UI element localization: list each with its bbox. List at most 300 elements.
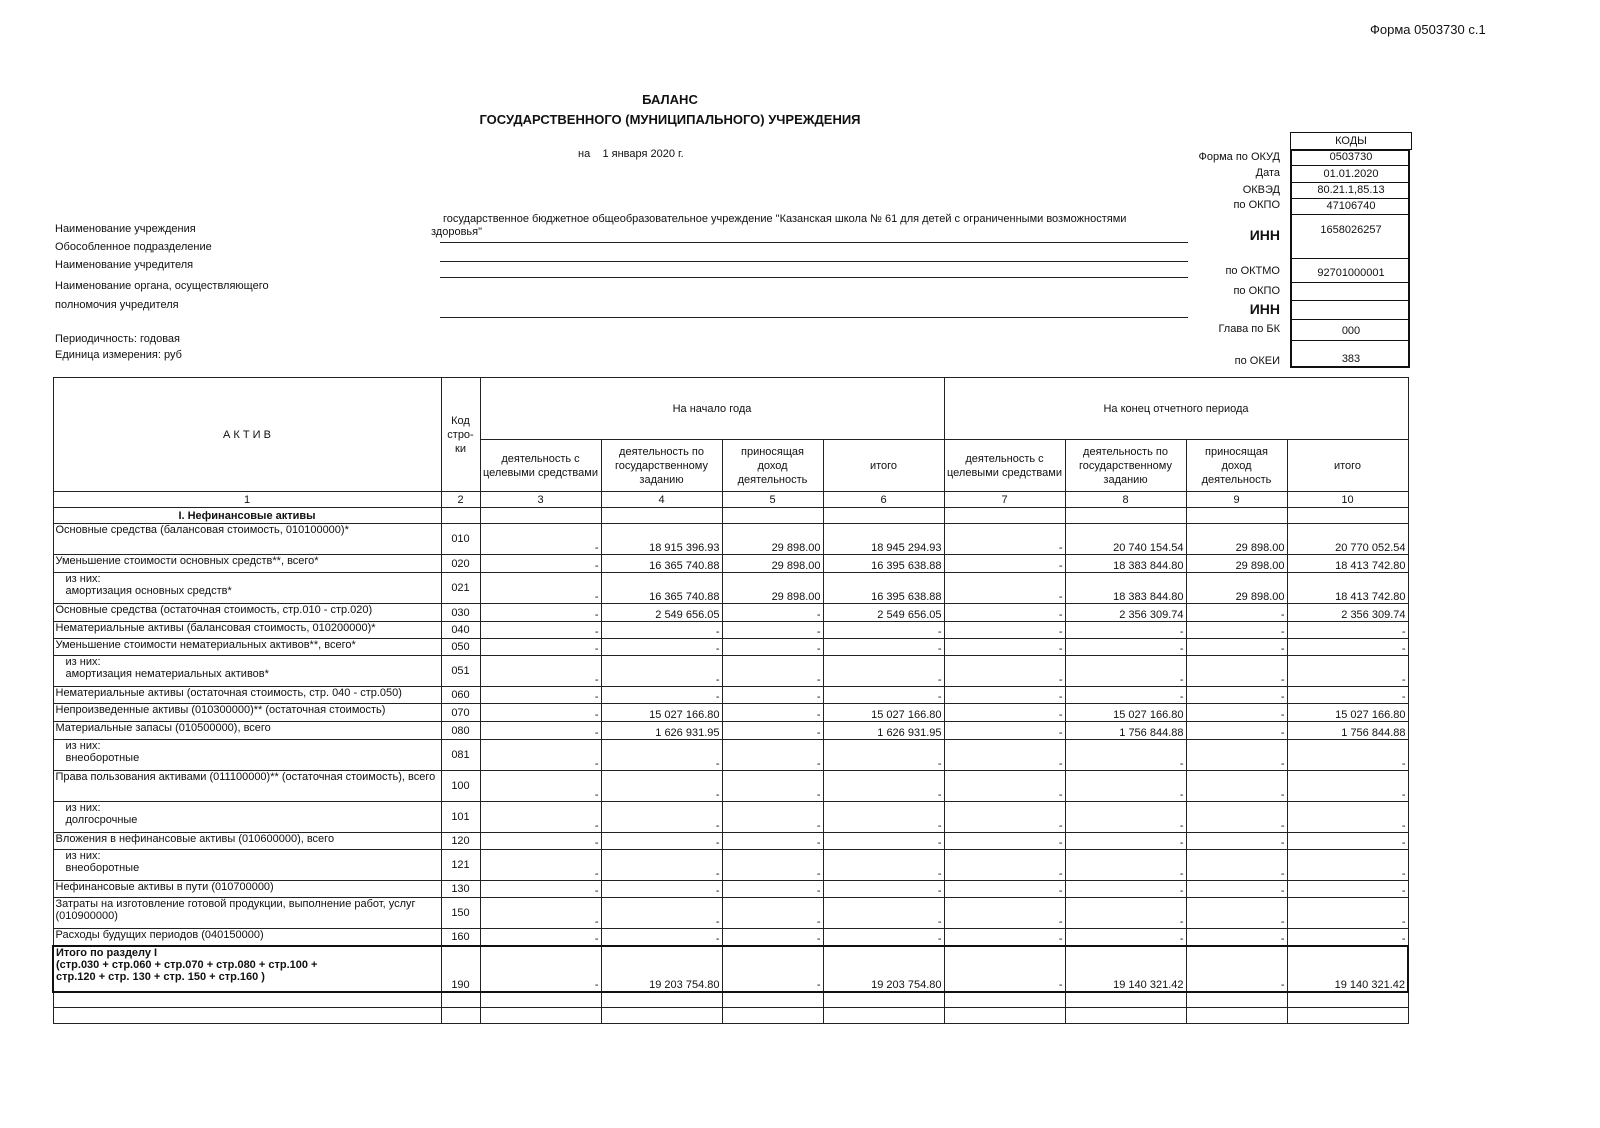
- label-authority-1: Наименование органа, осуществляющего: [55, 280, 269, 292]
- underline-founder: [440, 277, 1188, 278]
- header-row-1: [53, 378, 1408, 440]
- row-name-text: из них:: [65, 573, 101, 585]
- bk-label: Глава по БК: [1218, 323, 1280, 335]
- row-code: 121: [441, 850, 480, 881]
- row-value: -: [944, 604, 1065, 622]
- row-value: -: [1065, 740, 1186, 771]
- table-row: [53, 771, 1408, 802]
- row-value: -: [480, 687, 601, 704]
- okei-value: 383: [1341, 353, 1361, 365]
- report-date: [578, 148, 684, 160]
- table-row: [53, 722, 1408, 740]
- row-value: -: [722, 929, 823, 946]
- row-code: 070: [441, 704, 480, 722]
- row-value: -: [480, 604, 601, 622]
- empty-row: [53, 992, 1408, 1008]
- inn2-value: [1292, 301, 1410, 320]
- row-value: 16 395 638.88: [823, 573, 944, 604]
- empty-row: [53, 1008, 1408, 1024]
- institution-name-line-2: здоровья": [431, 226, 483, 238]
- row-name-text: Нематериальные активы (балансовая стоимость, 010200000)*: [55, 622, 376, 634]
- row-value: -: [480, 704, 601, 722]
- row-value: -: [1186, 833, 1287, 850]
- row-value: -: [944, 639, 1065, 656]
- row-value: -: [1186, 771, 1287, 802]
- row-value: -: [601, 898, 722, 929]
- row-value: -: [944, 722, 1065, 740]
- col-number: 1: [53, 492, 441, 508]
- row-name: [53, 850, 441, 881]
- row-code: 051: [441, 656, 480, 687]
- row-value: -: [1186, 604, 1287, 622]
- row-value: -: [601, 881, 722, 898]
- sub-state-start: деятельность по государственному заданию: [601, 440, 722, 492]
- oktmo-value: 92701000001: [1292, 259, 1410, 283]
- total-formula-1: (стр.030 + стр.060 + стр.070 + стр.080 + стр.100 +: [56, 958, 318, 971]
- row-value: -: [823, 656, 944, 687]
- row-value: -: [601, 833, 722, 850]
- row-name-text: Основные средства (остаточная стоимость, стр.010 - стр.020): [55, 604, 373, 616]
- table-row: [53, 639, 1408, 656]
- col-number: 6: [823, 492, 944, 508]
- row-value: -: [480, 802, 601, 833]
- row-subname-text: внеоборотные: [65, 862, 140, 874]
- row-value: -: [722, 833, 823, 850]
- col-number: 8: [1065, 492, 1186, 508]
- row-value: -: [601, 740, 722, 771]
- row-value: -: [944, 929, 1065, 946]
- row-value: -: [1186, 639, 1287, 656]
- row-value: -: [1186, 850, 1287, 881]
- row-value: -: [1065, 639, 1186, 656]
- row-value: -: [1186, 656, 1287, 687]
- col-code-header: Код стро- ки: [441, 378, 480, 492]
- inn2-label: ИНН: [1249, 301, 1280, 317]
- row-value: -: [944, 573, 1065, 604]
- row-value: -: [1287, 802, 1408, 833]
- row-name: [53, 740, 441, 771]
- row-name: [53, 604, 441, 622]
- row-name-text: Нефинансовые активы в пути (010700000): [55, 881, 274, 893]
- row-value: -: [1186, 802, 1287, 833]
- col-number: 5: [722, 492, 823, 508]
- row-value: -: [722, 881, 823, 898]
- row-name: [53, 929, 441, 946]
- row-name-text: Нематериальные активы (остаточная стоимость, стр. 040 - стр.050): [55, 687, 402, 699]
- row-name-text: Расходы будущих периодов (040150000): [55, 929, 264, 941]
- row-name-text: Вложения в нефинансовые активы (010600000), всего: [55, 833, 335, 845]
- row-name: [53, 898, 441, 929]
- row-name: [53, 802, 441, 833]
- row-value: -: [944, 622, 1065, 639]
- row-value: -: [944, 524, 1065, 555]
- row-name: [53, 881, 441, 898]
- row-value: 18 413 742.80: [1287, 555, 1408, 573]
- okud-label: Форма по ОКУД: [1198, 151, 1280, 163]
- row-name-text: из них:: [65, 740, 101, 752]
- row-value: -: [480, 833, 601, 850]
- row-value: -: [1065, 929, 1186, 946]
- row-value: 2 549 656.05: [601, 604, 722, 622]
- oktmo-label: по ОКТМО: [1225, 265, 1280, 277]
- row-value: -: [1065, 656, 1186, 687]
- total-value: -: [944, 946, 1065, 992]
- row-name-text: из них:: [65, 850, 101, 862]
- total-value: 19 203 754.80: [823, 946, 944, 992]
- row-subname-text: долгосрочные: [65, 814, 138, 826]
- row-value: -: [1186, 687, 1287, 704]
- row-value: 18 383 844.80: [1065, 573, 1186, 604]
- row-value: -: [601, 802, 722, 833]
- institution-name-line-1: государственное бюджетное общеобразовательное учреждение "Казанская школа № 61 для детей с ограниченными возможностями: [443, 213, 1127, 225]
- row-value: -: [944, 850, 1065, 881]
- row-value: 18 915 396.93: [601, 524, 722, 555]
- row-value: -: [1065, 687, 1186, 704]
- sub-total-start: итого: [823, 440, 944, 492]
- row-subname-text: внеоборотные: [65, 752, 140, 764]
- col-number: 9: [1186, 492, 1287, 508]
- row-code: 020: [441, 555, 480, 573]
- row-value: -: [1186, 740, 1287, 771]
- table-row: [53, 802, 1408, 833]
- row-code: 050: [441, 639, 480, 656]
- total-formula-2: стр.120 + стр. 130 + стр. 150 + стр.160 ): [56, 970, 265, 983]
- row-name: [53, 639, 441, 656]
- row-value: -: [823, 881, 944, 898]
- row-value: 15 027 166.80: [1287, 704, 1408, 722]
- row-value: -: [944, 555, 1065, 573]
- row-value: -: [823, 898, 944, 929]
- row-subname-text: амортизация нематериальных активов*: [65, 668, 269, 680]
- okpo2-value: [1292, 283, 1410, 301]
- document-title: БАЛАНС: [642, 92, 698, 107]
- row-value: -: [601, 850, 722, 881]
- row-name-text: из них:: [65, 802, 101, 814]
- row-value: -: [601, 639, 722, 656]
- row-value: -: [823, 687, 944, 704]
- data-rows: [53, 524, 1408, 946]
- row-value: -: [1287, 687, 1408, 704]
- total-value: 19 140 321.42: [1287, 946, 1408, 992]
- row-value: -: [1065, 802, 1186, 833]
- row-value: -: [722, 740, 823, 771]
- row-value: 29 898.00: [722, 573, 823, 604]
- row-value: -: [480, 722, 601, 740]
- row-name: [53, 722, 441, 740]
- sub-income-end: приносящая доход деятельность: [1186, 440, 1287, 492]
- total-value: -: [722, 946, 823, 992]
- section-row: [53, 508, 1408, 524]
- row-value: -: [1186, 898, 1287, 929]
- row-value: -: [1186, 929, 1287, 946]
- row-value: -: [480, 573, 601, 604]
- row-name: [53, 704, 441, 722]
- row-value: -: [1065, 881, 1186, 898]
- row-name-text: Уменьшение стоимости основных средств**, всего*: [55, 555, 319, 567]
- row-code: 040: [441, 622, 480, 639]
- label-institution: Наименование учреждения: [55, 223, 196, 235]
- row-value: -: [823, 639, 944, 656]
- sub-state-end: деятельность по государственному заданию: [1065, 440, 1186, 492]
- okved-value: 80.21.1,85.13: [1292, 183, 1410, 199]
- row-name: [53, 687, 441, 704]
- row-value: 16 365 740.88: [601, 573, 722, 604]
- col-asset-header: А К Т И В: [53, 378, 441, 492]
- row-name-text: Уменьшение стоимости нематериальных активов**, всего*: [55, 639, 356, 651]
- row-value: -: [1287, 898, 1408, 929]
- row-value: -: [1287, 622, 1408, 639]
- row-name-text: из них:: [65, 656, 101, 668]
- row-value: -: [823, 802, 944, 833]
- table-row: [53, 833, 1408, 850]
- row-value: -: [1186, 881, 1287, 898]
- okpo-value: 47106740: [1292, 199, 1410, 215]
- table-row: [53, 555, 1408, 573]
- row-value: -: [722, 604, 823, 622]
- col-number: 10: [1287, 492, 1408, 508]
- total-code: 190: [441, 946, 480, 992]
- row-value: 29 898.00: [722, 555, 823, 573]
- table-row: [53, 604, 1408, 622]
- row-value: -: [722, 722, 823, 740]
- sub-targeted-end: деятельность с целевыми средствами: [944, 440, 1065, 492]
- row-value: -: [944, 687, 1065, 704]
- label-authority-2: полномочия учредителя: [55, 299, 179, 311]
- row-value: 1 626 931.95: [601, 722, 722, 740]
- total-value: 19 140 321.42: [1065, 946, 1186, 992]
- row-name: [53, 833, 441, 850]
- row-value: -: [480, 881, 601, 898]
- row-value: -: [944, 704, 1065, 722]
- row-value: -: [823, 833, 944, 850]
- row-value: 20 770 052.54: [1287, 524, 1408, 555]
- row-name: [53, 656, 441, 687]
- total-value: -: [480, 946, 601, 992]
- row-value: 20 740 154.54: [1065, 524, 1186, 555]
- group-end-header: На конец отчетного периода: [944, 378, 1408, 440]
- total-label: [53, 946, 441, 992]
- table-row: [53, 881, 1408, 898]
- row-value: -: [480, 898, 601, 929]
- row-value: -: [944, 656, 1065, 687]
- row-value: -: [722, 687, 823, 704]
- row-value: -: [1186, 704, 1287, 722]
- row-value: -: [601, 687, 722, 704]
- row-value: 18 413 742.80: [1287, 573, 1408, 604]
- col-number: 3: [480, 492, 601, 508]
- measure-unit: Единица измерения: руб: [55, 349, 182, 361]
- sub-total-end: итого: [1287, 440, 1408, 492]
- codes-header: КОДЫ: [1290, 132, 1412, 150]
- okved-label: ОКВЭД: [1242, 184, 1280, 196]
- table-row: [53, 656, 1408, 687]
- row-code: 130: [441, 881, 480, 898]
- sub-income-start: приносящая доход деятельность: [722, 440, 823, 492]
- row-code: 160: [441, 929, 480, 946]
- row-value: -: [944, 898, 1065, 929]
- table-row: [53, 573, 1408, 604]
- row-value: -: [1287, 771, 1408, 802]
- row-value: -: [722, 771, 823, 802]
- row-value: 15 027 166.80: [823, 704, 944, 722]
- row-value: -: [944, 802, 1065, 833]
- row-value: -: [823, 740, 944, 771]
- inn-label: ИНН: [1249, 227, 1280, 243]
- row-value: -: [823, 850, 944, 881]
- table-row: [53, 929, 1408, 946]
- col-number: 2: [441, 492, 480, 508]
- row-code: 101: [441, 802, 480, 833]
- date-label: Дата: [1255, 167, 1280, 179]
- row-value: 18 945 294.93: [823, 524, 944, 555]
- table-row: [53, 850, 1408, 881]
- row-value: -: [944, 740, 1065, 771]
- row-value: -: [944, 771, 1065, 802]
- date-prefix: на: [578, 148, 591, 160]
- table-row: [53, 622, 1408, 639]
- row-value: -: [722, 656, 823, 687]
- row-value: 29 898.00: [722, 524, 823, 555]
- okei-label: по ОКЕИ: [1234, 355, 1280, 367]
- row-value: -: [601, 929, 722, 946]
- form-number: Форма 0503730 с.1: [1370, 22, 1486, 37]
- row-code: 010: [441, 524, 480, 555]
- row-value: -: [1186, 722, 1287, 740]
- row-value: -: [1287, 929, 1408, 946]
- row-name-text: Затраты на изготовление готовой продукции, выполнение работ, услуг (010900000): [55, 898, 416, 922]
- row-value: -: [480, 524, 601, 555]
- row-value: 1 756 844.88: [1287, 722, 1408, 740]
- row-value: -: [480, 850, 601, 881]
- row-subname-text: амортизация основных средств*: [65, 585, 232, 597]
- label-founder: Наименование учредителя: [55, 259, 194, 271]
- row-name-text: Материальные запасы (010500000), всего: [55, 722, 271, 734]
- group-start-header: На начало года: [480, 378, 944, 440]
- row-name: [53, 622, 441, 639]
- row-value: -: [823, 771, 944, 802]
- label-subdivision: Обособленное подразделение: [55, 241, 212, 253]
- row-code: 081: [441, 740, 480, 771]
- row-value: 1 756 844.88: [1065, 722, 1186, 740]
- row-code: 100: [441, 771, 480, 802]
- row-value: -: [1065, 622, 1186, 639]
- row-value: -: [1287, 850, 1408, 881]
- table-row: [53, 524, 1408, 555]
- row-value: -: [722, 802, 823, 833]
- okud-value: 0503730: [1292, 150, 1410, 166]
- table-row: [53, 740, 1408, 771]
- row-value: -: [823, 929, 944, 946]
- row-value: 2 356 309.74: [1287, 604, 1408, 622]
- bk-value: 000: [1292, 320, 1410, 341]
- total-row: [53, 946, 1408, 992]
- row-value: -: [601, 771, 722, 802]
- row-value: -: [1287, 639, 1408, 656]
- row-value: 1 626 931.95: [823, 722, 944, 740]
- row-value: -: [480, 622, 601, 639]
- row-value: -: [722, 639, 823, 656]
- total-value: -: [1186, 946, 1287, 992]
- col-number: 7: [944, 492, 1065, 508]
- row-value: -: [601, 622, 722, 639]
- row-value: -: [480, 656, 601, 687]
- row-name: [53, 524, 441, 555]
- row-name: [53, 771, 441, 802]
- row-value: 29 898.00: [1186, 524, 1287, 555]
- row-value: -: [722, 704, 823, 722]
- okpo-label: по ОКПО: [1233, 199, 1280, 211]
- row-code: 080: [441, 722, 480, 740]
- row-value: 15 027 166.80: [601, 704, 722, 722]
- row-value: 2 356 309.74: [1065, 604, 1186, 622]
- row-name-text: Основные средства (балансовая стоимость, 010100000)*: [55, 524, 349, 536]
- table-row: [53, 704, 1408, 722]
- underline-subdivision: [440, 261, 1188, 262]
- row-code: 021: [441, 573, 480, 604]
- row-value: -: [1287, 740, 1408, 771]
- row-value: -: [480, 929, 601, 946]
- periodicity: Периодичность: годовая: [55, 333, 181, 345]
- table-row: [53, 687, 1408, 704]
- section-title: I. Нефинансовые активы: [53, 508, 441, 524]
- row-name-text: Права пользования активами (011100000)** (остаточная стоимость), всего: [55, 771, 436, 783]
- underline-institution: [440, 242, 1188, 243]
- row-value: -: [1065, 833, 1186, 850]
- row-value: 16 395 638.88: [823, 555, 944, 573]
- row-value: -: [944, 881, 1065, 898]
- okpo2-label: по ОКПО: [1233, 285, 1280, 297]
- row-value: 29 898.00: [1186, 555, 1287, 573]
- row-value: -: [601, 656, 722, 687]
- row-value: -: [1186, 622, 1287, 639]
- row-value: -: [1065, 771, 1186, 802]
- row-value: -: [722, 850, 823, 881]
- row-value: 29 898.00: [1186, 573, 1287, 604]
- row-name: [53, 573, 441, 604]
- row-value: -: [1065, 850, 1186, 881]
- row-value: -: [722, 622, 823, 639]
- date-value: 1 января 2020 г.: [602, 148, 684, 160]
- col-number: 4: [601, 492, 722, 508]
- row-value: -: [480, 555, 601, 573]
- underline-authority: [440, 317, 1188, 318]
- row-value: -: [480, 639, 601, 656]
- row-value: -: [480, 771, 601, 802]
- document-subtitle: ГОСУДАРСТВЕННОГО (МУНИЦИПАЛЬНОГО) УЧРЕЖДЕНИЯ: [479, 112, 861, 127]
- row-value: -: [1287, 881, 1408, 898]
- row-value: -: [944, 833, 1065, 850]
- row-value: -: [823, 622, 944, 639]
- row-value: -: [1287, 833, 1408, 850]
- row-value: -: [480, 740, 601, 771]
- row-value: 2 549 656.05: [823, 604, 944, 622]
- row-value: -: [1287, 656, 1408, 687]
- row-code: 150: [441, 898, 480, 929]
- row-value: -: [722, 898, 823, 929]
- sub-targeted-start: деятельность с целевыми средствами: [480, 440, 601, 492]
- column-numbers-row: [53, 492, 1408, 508]
- date-code-value: 01.01.2020: [1292, 166, 1410, 183]
- total-title: Итого по разделу I: [56, 946, 158, 959]
- row-value: 16 365 740.88: [601, 555, 722, 573]
- inn-value: 1658026257: [1292, 215, 1410, 259]
- total-value: 19 203 754.80: [601, 946, 722, 992]
- row-code: 030: [441, 604, 480, 622]
- row-code: 060: [441, 687, 480, 704]
- row-value: 18 383 844.80: [1065, 555, 1186, 573]
- row-name-text: Непроизведенные активы (010300000)** (остаточная стоимость): [55, 704, 386, 716]
- row-name: [53, 555, 441, 573]
